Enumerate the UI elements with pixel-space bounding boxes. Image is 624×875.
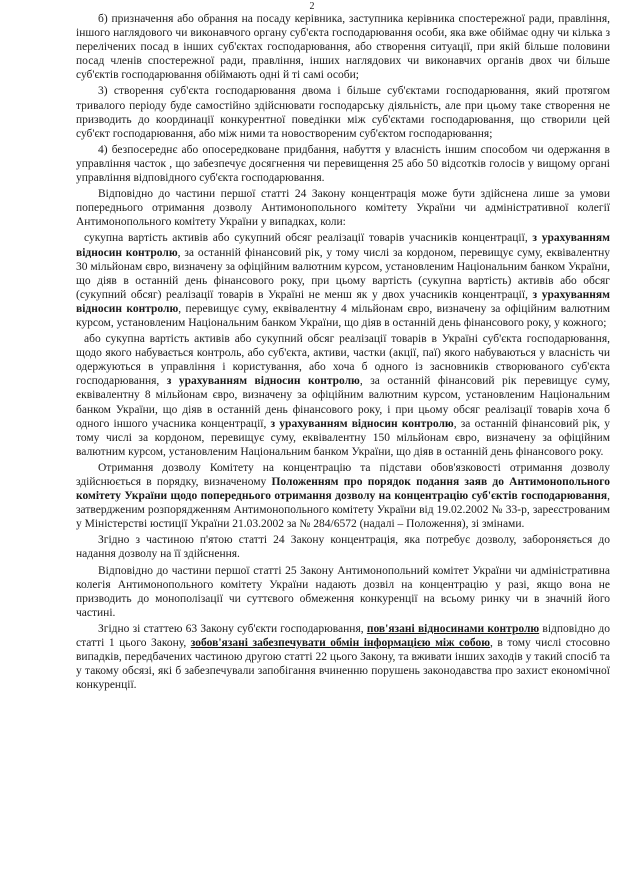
- bold-text-run: з урахуванням відносин контролю: [270, 417, 454, 430]
- paragraph-article-24-part-5: [76, 533, 610, 561]
- paragraph-item-4-acquisition: [76, 143, 610, 185]
- bold-underlined-text-run: зобов'язані забезпечувати обмін інформацією між собою: [190, 637, 490, 650]
- text-run: Відповідно до частини першої статті 24 Закону концентрація може бути здійснена лише за умови попереднього отримання дозволу Антимонопольного комітету України чи адміністративної колегії Антимонопольного комітету України у випадках, коли:: [76, 188, 610, 229]
- bold-text-run: з урахуванням відносин контролю: [76, 288, 610, 315]
- text-run: сукупна вартість активів або сукупний обсяг реалізації товарів учасників концентрації,: [84, 232, 533, 245]
- bold-text-run: з урахуванням відносин контролю: [166, 375, 360, 388]
- bold-text-run: з урахуванням відносин контролю: [76, 232, 610, 259]
- text-run: відповідно до статті 1 цього Закону,: [76, 622, 610, 650]
- document-body: [76, 12, 610, 694]
- text-run: або сукупна вартість активів або сукупний обсяг реалізації товарів в Україні суб'єкта господарювання, щодо якого набувається контроль, або суб'єкта, активи, частки (акції, паї) якого набуваються у власність чи одержуються в управління і користування, або хоча б одного із засновників створюваного суб'єкта господарювання,: [76, 333, 610, 388]
- paragraph-article-25: [76, 564, 610, 620]
- text-run: , перевищує суму, еквівалентну 4 мільйонам євро, визначену за офіційним валютним курсом, установленим Національним банком України, що діяв в останній день фінансового року, у кожного;: [76, 302, 610, 329]
- text-run: , затвердженим розпорядженням Антимонопольного комітету України від 19.02.2002 № 33-р, зареєстрованим у Міністерстві юстиції України 21.03.2002 за № 284/6572 (надалі – Положення), зі змінами.: [76, 490, 610, 531]
- text-run: Відповідно до частини першої статті 25 Закону Антимонопольний комітет України чи адміністративна колегія Антимонопольного комітету України надають дозвіл на концентрацію у разі, якщо вона не призводить до монополізації чи суттєвого обмеження конкуренції на всьому ринку чи в значній його частині.: [76, 564, 610, 619]
- page-number: 2: [309, 1, 315, 12]
- text-run: б) призначення або обрання на посаду керівника, заступника керівника спостережної ради, правління, іншого наглядового чи виконавчого органу суб'єкта господарювання особи, яка вже обіймає одну чи кілька з перелічених посад в інших суб'єктах господарювання, або створення ситуації, при якій більше половини посад членів спостережної ради, правління, інших наглядових чи виконавчих органів двох чи більше суб'єктів господарювання обіймають одні й ті самі особи;: [76, 13, 610, 82]
- text-run: 3) створення суб'єкта господарювання двома і більше суб'єктами господарювання, який протягом тривалого періоду буде самостійно здійснювати господарську діяльність, але при цьому таке створення не призводить до координації конкурентної поведінки між суб'єктами господарювання, що створили цей суб'єкт господарювання, або між ними та новоствореним суб'єктом господарювання;: [76, 85, 610, 140]
- paragraph-threshold-30m: [76, 231, 610, 330]
- text-run: Згідно зі статтею 63 Закону суб'єкти господарювання,: [98, 622, 367, 635]
- paragraph-threshold-8m: [76, 332, 610, 459]
- bold-underlined-text-run: пов'язані відносинами контролю: [366, 622, 540, 635]
- text-run: , за останній фінансовий рік, у тому числі за кордоном, перевищує суму, еквівалентну 30 мільйонам євро, визначену за офіційним валютним курсом, установленим Національним банком України, що діяв в останній день фінансового року, при цьому вартість (сукупна вартість) активів або обсяг (сукупний обсяг) реалізації товарів в Україні не менш як у двох учасників концентрації,: [76, 246, 610, 301]
- text-run: , в тому числі стосовно випадків, передбачених частиною другою статті 22 цього Закону, та вживати інших заходів у такий спосіб та у такому обсязі, які б забезпечували запобігання вчиненню порушень законодавства про захист економічної конкуренції.: [76, 637, 610, 692]
- paragraph-article-24-part-1: [76, 187, 610, 229]
- paragraph-regulation-reference: [76, 461, 610, 531]
- bold-text-run: Положенням про порядок подання заяв до Антимонопольного комітету України щодо попереднього отримання дозволу на концентрацію суб'єктів господарювання: [76, 476, 610, 503]
- text-run: Отримання дозволу Комітету на концентрацію та підстави обов'язковості отримання дозволу здійснюється в порядку, визначеному: [76, 461, 610, 488]
- paragraph-item-3-joint-creation: [76, 84, 610, 140]
- paragraph-b-appointment: [76, 12, 610, 82]
- paragraph-article-63: [76, 622, 610, 692]
- text-run: 4) безпосереднє або опосередковане придбання, набуття у власність іншим способом чи одержання в управління часток , що забезпечує досягнення чи перевищення 25 або 50 відсотків голосів у вищому органі управління відповідного суб'єкта господарювання.: [76, 143, 610, 185]
- text-run: , за останній фінансовий рік перевищує суму, еквівалентну 8 мільйонам євро, визначену за офіційним валютним курсом, установленим Національним банком України, що діяв в останній день фінансового року, і при цьому обсяг реалізації товарів хоча б одного іншого учасника концентрації,: [76, 375, 610, 430]
- text-run: Згідно з частиною п'ятою статті 24 Закону концентрація, яка потребує дозволу, забороняється до надання дозволу на її здійснення.: [76, 534, 610, 561]
- text-run: , за останній фінансовий рік, у тому числі за кордоном, перевищує суму, еквівалентну 150 мільйонам євро, визначену за офіційним валютним курсом, установленим Національним банком України, що діяв в останній день фінансового року.: [76, 417, 610, 458]
